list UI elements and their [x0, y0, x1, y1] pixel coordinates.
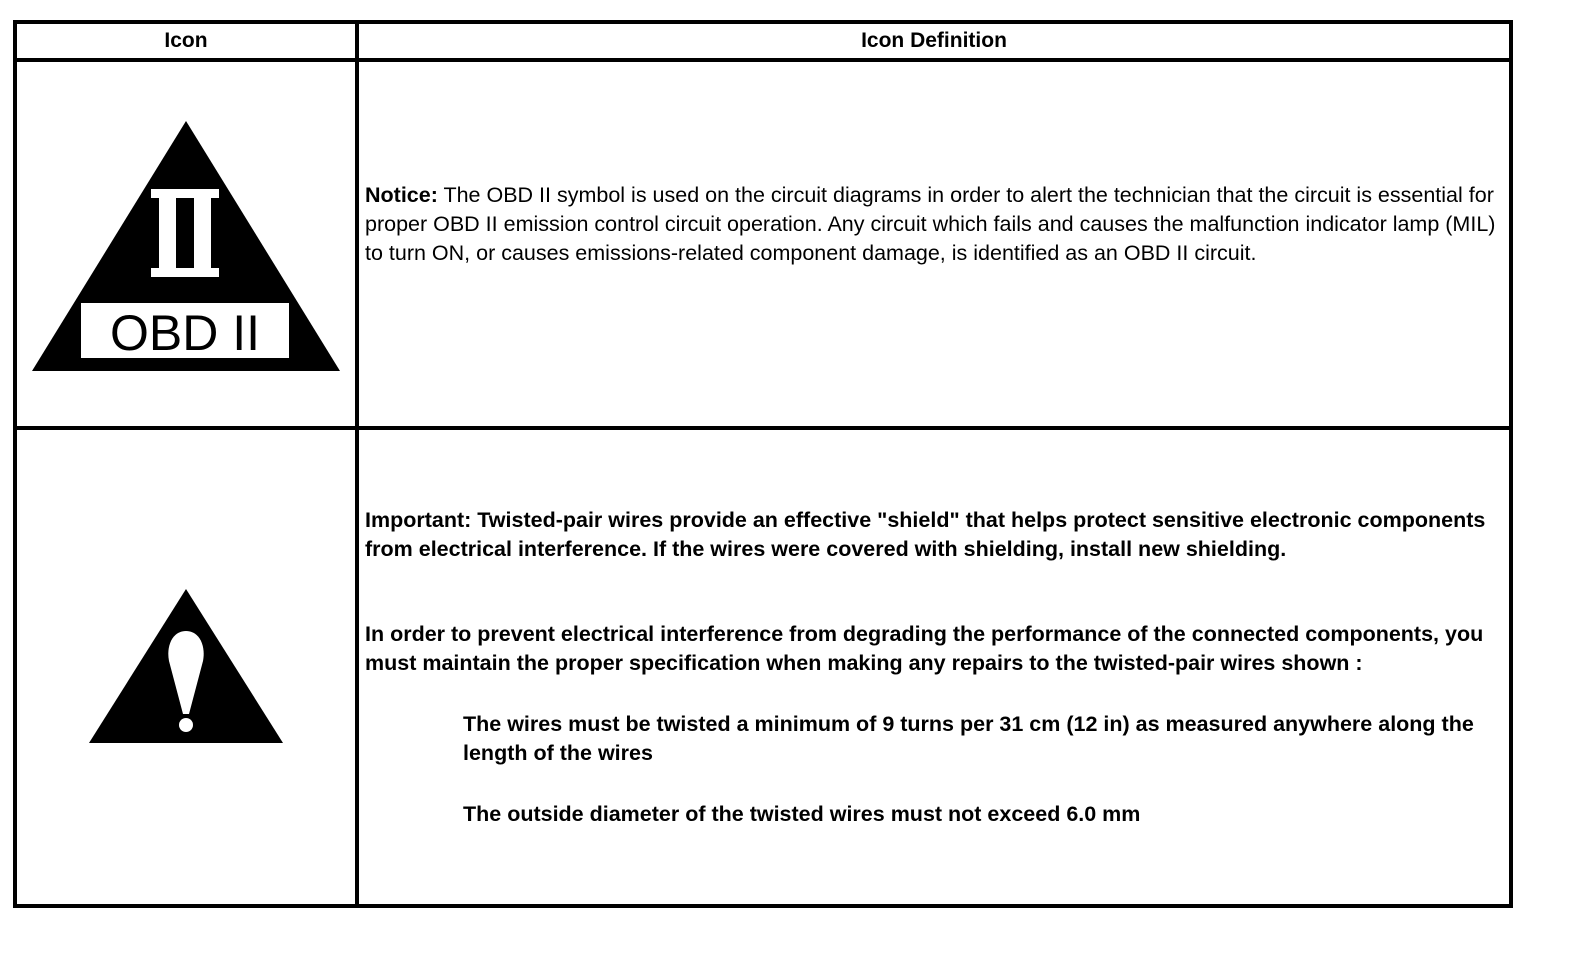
- table-row-twisted-pair: [15, 428, 1511, 906]
- specification-list: [365, 710, 1503, 829]
- obd-ii-triangle-icon: [30, 117, 342, 371]
- header-icon-definition: Icon Definition: [357, 22, 1511, 60]
- icon-cell-obd-ii: [15, 60, 357, 428]
- repair-instructions-paragraph: In order to prevent electrical interference from degrading the performance of the connected components, you must maintain the proper specification when making any repairs to the twisted-pair wires shown :: [365, 621, 1484, 675]
- important-paragraph: Important: Twisted-pair wires provide an effective "shield" that helps protect sensitive electronic components from electrical interference. If the wires were covered with shielding, install new shielding.: [365, 507, 1486, 561]
- important-warning-triangle-icon: [88, 589, 284, 745]
- definition-cell-twisted-pair: [357, 428, 1511, 906]
- table-row-obd-ii: [15, 60, 1511, 428]
- header-icon: Icon: [15, 22, 357, 60]
- notice-label: Notice:: [365, 182, 438, 207]
- definition-cell-obd-ii: [357, 60, 1511, 428]
- icon-cell-important: [15, 428, 357, 906]
- table-header-row: [15, 22, 1511, 60]
- obd-ii-definition-text: The OBD II symbol is used on the circuit diagrams in order to alert the technician that the circuit is essential for proper OBD II emission control circuit operation. Any circuit which fails and causes the malfunction indicator lamp (MIL) to turn ON, or causes emissions-related component damage, is identified as an OBD II circuit.: [365, 182, 1496, 265]
- obd-ii-icon-label: OBD II: [109, 305, 261, 361]
- obd-ii-numeral: II: [30, 117, 31, 118]
- obd-ii-definition: [365, 181, 1503, 308]
- specification-outside-diameter: The outside diameter of the twisted wires must not exceed 6.0 mm: [463, 801, 1141, 826]
- icon-definition-table: [13, 20, 1513, 908]
- specification-twist-rate: The wires must be twisted a minimum of 9 turns per 31 cm (12 in) as measured anywhere along the length of the wires: [463, 711, 1474, 765]
